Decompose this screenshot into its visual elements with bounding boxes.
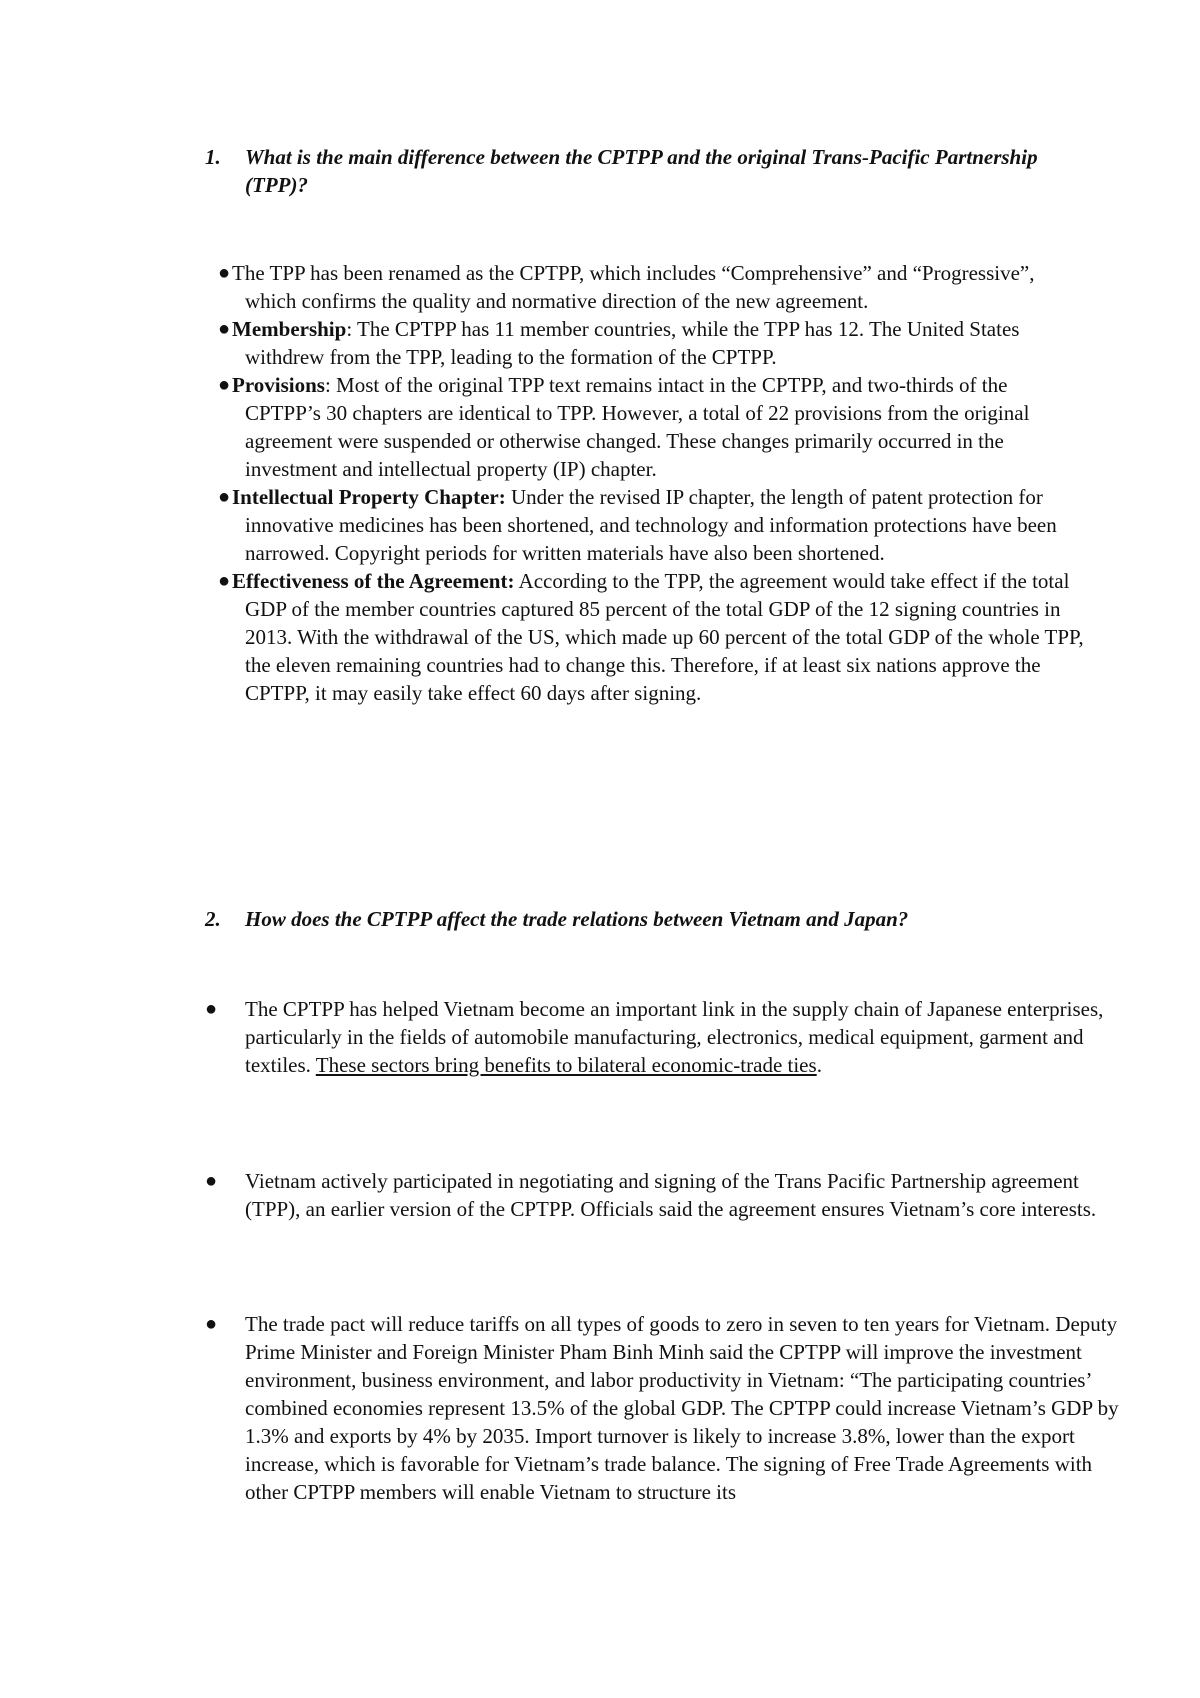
bullet-text: Under the revised IP chapter, the length of patent protection for innovative medicines has been shortened, and technology and information protections have been narrowed. Copyright periods for written materials have also been shortened. <box>245 485 1057 565</box>
bullet-text: Vietnam actively participated in negotiating and signing of the Trans Pacific Partnership agreement (TPP), an earlier version of the CPTPP. Officials said the agreement ensures Vietnam’s core interests. <box>245 1169 1097 1221</box>
bullet-icon: ● <box>218 262 231 284</box>
bullet-text: : Most of the original TPP text remains intact in the CPTPP, and two-thirds of the CPTPP’s 30 chapters are identical to TPP. However, a total of 22 provisions from the original agreement were suspended or otherwise changed. These changes primarily occurred in the investment and intellectual property (IP) chapter. <box>245 373 1030 481</box>
question-2-text: How does the CPTPP affect the trade relations between Vietnam and Japan? <box>245 907 909 931</box>
bullet-bold-label: Intellectual Property Chapter: <box>232 485 506 509</box>
bullet-text: The CPTPP has helped Vietnam become an important link in the supply chain of Japanese enterprises, particularly in the fields of automobile manufacturing, electronics, medical equipment, garment and textiles. <box>245 997 1104 1077</box>
bullet-text-end: . <box>816 1053 822 1077</box>
list-item <box>205 567 1085 707</box>
list-item <box>205 1167 1130 1223</box>
bullet-bold-label: Provisions <box>232 373 325 397</box>
bullet-icon: ● <box>218 374 231 396</box>
list-item <box>205 371 1085 483</box>
question-1-text: What is the main difference between the CPTPP and the original Trans-Pacific Partnership (TPP)? <box>245 145 1038 197</box>
list-item <box>205 995 1130 1079</box>
question-1-heading <box>205 143 1065 199</box>
bullet-text: According to the TPP, the agreement would take effect if the total GDP of the member countries captured 85 percent of the total GDP of the 12 signing countries in 2013. With the withdrawal of the US, which made up 60 percent of the total GDP of the whole TPP, the eleven remaining countries had to change this. Therefore, if at least six nations approve the CPTPP, it may easily take effect 60 days after signing. <box>245 569 1084 705</box>
list-item <box>205 483 1085 567</box>
bullet-bold-label: Membership <box>232 317 347 341</box>
bullet-icon: ● <box>218 570 231 592</box>
bullet-text: : The CPTPP has 11 member countries, while the TPP has 12. The United States withdrew from the TPP, leading to the formation of the CPTPP. <box>245 317 1020 369</box>
bullet-icon: ● <box>218 486 231 508</box>
section-1-bullet-list <box>205 259 1085 707</box>
bullet-icon: ● <box>205 998 218 1020</box>
list-item <box>205 1310 1130 1506</box>
question-2-heading <box>205 905 1065 933</box>
list-item <box>205 259 1085 315</box>
bullet-icon: ● <box>205 1170 218 1192</box>
bullet-bold-label: Effectiveness of the Agreement: <box>232 569 515 593</box>
list-item <box>205 315 1085 371</box>
bullet-text: The TPP has been renamed as the CPTPP, which includes “Comprehensive” and “Progressive”, which confirms the quality and normative direction of the new agreement. <box>232 261 1035 313</box>
question-1-number: 1. <box>205 145 221 169</box>
underlined-text: These sectors bring benefits to bilateral economic-trade ties <box>315 1053 817 1077</box>
bullet-text: The trade pact will reduce tariffs on all types of goods to zero in seven to ten years for Vietnam. Deputy Prime Minister and Foreign Minister Pham Binh Minh said the CPTPP will improve the investment environment, business environment, and labor productivity in Vietnam: “The participating countries’ combined economies represent 13.5% of the global GDP. The CPTPP could increase Vietnam’s GDP by 1.3% and exports by 4% by 2035. Import turnover is likely to increase 3.8%, lower than the export increase, which is favorable for Vietnam’s trade balance. The signing of Free Trade Agreements with other CPTPP members will enable Vietnam to structure its <box>245 1312 1119 1504</box>
bullet-icon: ● <box>205 1313 218 1335</box>
bullet-icon: ● <box>218 318 231 340</box>
question-2-number: 2. <box>205 907 221 931</box>
